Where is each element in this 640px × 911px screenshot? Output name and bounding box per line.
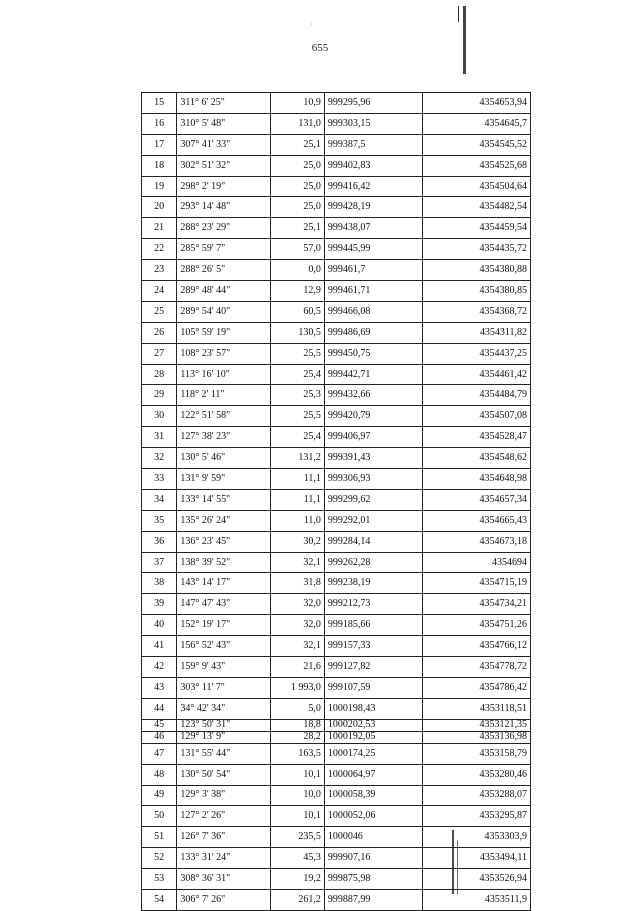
y-coordinate-cell: 4354437,25 (422, 343, 530, 364)
distance-cell: 235,5 (271, 827, 325, 848)
table-row (142, 615, 531, 636)
point-number-cell: 36 (142, 531, 177, 552)
table-row (142, 301, 531, 322)
distance-cell: 21,6 (271, 657, 325, 678)
x-coordinate-cell: 999402,83 (324, 155, 422, 176)
x-coordinate-cell: 999185,66 (324, 615, 422, 636)
table-row (142, 239, 531, 260)
point-number-cell: 50 (142, 806, 177, 827)
y-coordinate-cell: 4353511,9 (422, 889, 530, 910)
bearing-angle-cell: 298° 2' 19" (177, 176, 271, 197)
table-row (142, 743, 531, 764)
y-coordinate-cell: 4354435,72 (422, 239, 530, 260)
table-row (142, 657, 531, 678)
distance-cell: 25,4 (271, 427, 325, 448)
point-number-cell: 42 (142, 657, 177, 678)
x-coordinate-cell: 999292,01 (324, 510, 422, 531)
point-number-cell: 54 (142, 889, 177, 910)
y-coordinate-cell: 4354766,12 (422, 636, 530, 657)
x-coordinate-cell: 1000174,25 (324, 743, 422, 764)
point-number-cell: 18 (142, 155, 177, 176)
distance-cell: 25,0 (271, 155, 325, 176)
distance-cell: 25,1 (271, 134, 325, 155)
y-coordinate-cell: 4354548,62 (422, 448, 530, 469)
table-row (142, 364, 531, 385)
table-row (142, 427, 531, 448)
bearing-angle-cell: 143° 14' 17" (177, 573, 271, 594)
distance-cell: 60,5 (271, 301, 325, 322)
y-coordinate-cell: 4354545,52 (422, 134, 530, 155)
distance-cell: 11,0 (271, 510, 325, 531)
distance-cell: 11,1 (271, 469, 325, 490)
table-row (142, 489, 531, 510)
y-coordinate-cell: 4353303,9 (422, 827, 530, 848)
x-coordinate-cell: 999450,75 (324, 343, 422, 364)
x-coordinate-cell: 1000202,53 (324, 719, 422, 731)
point-number-cell: 37 (142, 552, 177, 573)
distance-cell: 10,1 (271, 764, 325, 785)
point-number-cell: 19 (142, 176, 177, 197)
x-coordinate-cell: 999461,71 (324, 281, 422, 302)
table-row (142, 636, 531, 657)
bearing-angle-cell: 289° 54' 40" (177, 301, 271, 322)
table-row (142, 406, 531, 427)
x-coordinate-cell: 999262,28 (324, 552, 422, 573)
table-row (142, 552, 531, 573)
table-row (142, 869, 531, 890)
bearing-angle-cell: 129° 3' 38" (177, 785, 271, 806)
bearing-angle-cell: 285° 59' 7" (177, 239, 271, 260)
distance-cell: 131,0 (271, 113, 325, 134)
y-coordinate-cell: 4354665,43 (422, 510, 530, 531)
bearing-angle-cell: 129° 13' 9" (177, 731, 271, 743)
y-coordinate-cell: 4354648,98 (422, 469, 530, 490)
bearing-angle-cell: 138° 39' 52" (177, 552, 271, 573)
distance-cell: 25,3 (271, 385, 325, 406)
bearing-angle-cell: 34° 42' 34" (177, 698, 271, 719)
y-coordinate-cell: 4354751,26 (422, 615, 530, 636)
bearing-angle-cell: 131° 9' 59" (177, 469, 271, 490)
x-coordinate-cell: 999445,99 (324, 239, 422, 260)
point-number-cell: 40 (142, 615, 177, 636)
x-coordinate-cell: 999406,97 (324, 427, 422, 448)
x-coordinate-cell: 999486,69 (324, 322, 422, 343)
x-coordinate-cell: 999466,08 (324, 301, 422, 322)
y-coordinate-cell: 4354459,54 (422, 218, 530, 239)
point-number-cell: 49 (142, 785, 177, 806)
distance-cell: 31,8 (271, 573, 325, 594)
table-row (142, 385, 531, 406)
bearing-angle-cell: 135° 26' 24" (177, 510, 271, 531)
point-number-cell: 26 (142, 322, 177, 343)
y-coordinate-cell: 4353280,46 (422, 764, 530, 785)
bearing-angle-cell: 113° 16' 10" (177, 364, 271, 385)
table-row (142, 281, 531, 302)
y-coordinate-cell: 4354504,64 (422, 176, 530, 197)
point-number-cell: 33 (142, 469, 177, 490)
bearing-angle-cell: 108° 23' 57" (177, 343, 271, 364)
y-coordinate-cell: 4354694 (422, 552, 530, 573)
point-number-cell: 20 (142, 197, 177, 218)
y-coordinate-cell: 4354528,47 (422, 427, 530, 448)
point-number-cell: 48 (142, 764, 177, 785)
point-number-cell: 38 (142, 573, 177, 594)
point-number-cell: 43 (142, 677, 177, 698)
y-coordinate-cell: 4354461,42 (422, 364, 530, 385)
distance-cell: 0,0 (271, 260, 325, 281)
x-coordinate-cell: 1000058,39 (324, 785, 422, 806)
table-row (142, 889, 531, 910)
distance-cell: 32,0 (271, 594, 325, 615)
y-coordinate-cell: 4353494,11 (422, 848, 530, 869)
table-body (142, 93, 531, 911)
x-coordinate-cell: 999387,5 (324, 134, 422, 155)
table-row (142, 176, 531, 197)
distance-cell: 11,1 (271, 489, 325, 510)
bearing-angle-cell: 123° 50' 31" (177, 719, 271, 731)
point-number-cell: 29 (142, 385, 177, 406)
distance-cell: 12,9 (271, 281, 325, 302)
point-number-cell: 22 (142, 239, 177, 260)
distance-cell: 25,5 (271, 406, 325, 427)
x-coordinate-cell: 1000064,97 (324, 764, 422, 785)
point-number-cell: 51 (142, 827, 177, 848)
bearing-angle-cell: 127° 2' 26" (177, 806, 271, 827)
x-coordinate-cell: 999303,15 (324, 113, 422, 134)
x-coordinate-cell: 999461,7 (324, 260, 422, 281)
table-row (142, 134, 531, 155)
distance-cell: 19,2 (271, 869, 325, 890)
y-coordinate-cell: 4354645,7 (422, 113, 530, 134)
bearing-angle-cell: 159° 9' 43" (177, 657, 271, 678)
y-coordinate-cell: 4353288,07 (422, 785, 530, 806)
distance-cell: 30,2 (271, 531, 325, 552)
bearing-angle-cell: 118° 2' 11" (177, 385, 271, 406)
point-number-cell: 27 (142, 343, 177, 364)
y-coordinate-cell: 4354778,72 (422, 657, 530, 678)
distance-cell: 32,0 (271, 615, 325, 636)
point-number-cell: 44 (142, 698, 177, 719)
distance-cell: 130,5 (271, 322, 325, 343)
bearing-angle-cell: 303° 11' 7" (177, 677, 271, 698)
x-coordinate-cell: 999442,71 (324, 364, 422, 385)
table-row (142, 827, 531, 848)
distance-cell: 18,8 (271, 719, 325, 731)
point-number-cell: 31 (142, 427, 177, 448)
y-coordinate-cell: 4354368,72 (422, 301, 530, 322)
distance-cell: 28,2 (271, 731, 325, 743)
scan-margin-line (458, 6, 459, 22)
y-coordinate-cell: 4354380,85 (422, 281, 530, 302)
point-number-cell: 30 (142, 406, 177, 427)
distance-cell: 10,9 (271, 93, 325, 114)
bearing-angle-cell: 147° 47' 43" (177, 594, 271, 615)
y-coordinate-cell: 4354380,88 (422, 260, 530, 281)
point-number-cell: 41 (142, 636, 177, 657)
y-coordinate-cell: 4354507,08 (422, 406, 530, 427)
bearing-angle-cell: 302° 51' 32" (177, 155, 271, 176)
bearing-angle-cell: 133° 31' 24" (177, 848, 271, 869)
y-coordinate-cell: 4354786,42 (422, 677, 530, 698)
point-number-cell: 39 (142, 594, 177, 615)
point-number-cell: 24 (142, 281, 177, 302)
table-row (142, 848, 531, 869)
bearing-angle-cell: 130° 5' 46" (177, 448, 271, 469)
distance-cell: 25,4 (271, 364, 325, 385)
point-number-cell: 47 (142, 743, 177, 764)
bearing-angle-cell: 289° 48' 44" (177, 281, 271, 302)
distance-cell: 261,2 (271, 889, 325, 910)
bearing-angle-cell: 136° 23' 45" (177, 531, 271, 552)
x-coordinate-cell: 999420,79 (324, 406, 422, 427)
distance-cell: 25,5 (271, 343, 325, 364)
x-coordinate-cell: 1000192,05 (324, 731, 422, 743)
point-number-cell: 34 (142, 489, 177, 510)
y-coordinate-cell: 4353118,51 (422, 698, 530, 719)
x-coordinate-cell: 999238,19 (324, 573, 422, 594)
y-coordinate-cell: 4353526,94 (422, 869, 530, 890)
distance-cell: 25,0 (271, 176, 325, 197)
bearing-angle-cell: 105° 59' 19" (177, 322, 271, 343)
table-row (142, 731, 531, 743)
table-row (142, 806, 531, 827)
distance-cell: 32,1 (271, 552, 325, 573)
distance-cell: 163,5 (271, 743, 325, 764)
table-row (142, 197, 531, 218)
y-coordinate-cell: 4354734,21 (422, 594, 530, 615)
table-row (142, 573, 531, 594)
bearing-angle-cell: 288° 26' 5" (177, 260, 271, 281)
bearing-angle-cell: 288° 23' 29" (177, 218, 271, 239)
x-coordinate-cell: 999299,62 (324, 489, 422, 510)
bearing-angle-cell: 130° 50' 54" (177, 764, 271, 785)
x-coordinate-cell: 999391,43 (324, 448, 422, 469)
table-row (142, 469, 531, 490)
table-row (142, 93, 531, 114)
bearing-angle-cell: 311° 6' 25" (177, 93, 271, 114)
point-number-cell: 15 (142, 93, 177, 114)
point-number-cell: 23 (142, 260, 177, 281)
point-number-cell: 17 (142, 134, 177, 155)
bearing-angle-cell: 126° 7' 36" (177, 827, 271, 848)
table-row (142, 531, 531, 552)
y-coordinate-cell: 4353295,87 (422, 806, 530, 827)
point-number-cell: 46 (142, 731, 177, 743)
bearing-angle-cell: 152° 19' 17" (177, 615, 271, 636)
x-coordinate-cell: 999157,33 (324, 636, 422, 657)
x-coordinate-cell: 1000052,06 (324, 806, 422, 827)
point-number-cell: 28 (142, 364, 177, 385)
table-row (142, 260, 531, 281)
point-number-cell: 32 (142, 448, 177, 469)
y-coordinate-cell: 4353121,35 (422, 719, 530, 731)
x-coordinate-cell: 999284,14 (324, 531, 422, 552)
table-row (142, 764, 531, 785)
bearing-angle-cell: 156° 52' 43" (177, 636, 271, 657)
scan-margin-line (463, 6, 466, 74)
x-coordinate-cell: 999428,19 (324, 197, 422, 218)
x-coordinate-cell: 999887,99 (324, 889, 422, 910)
table-row (142, 698, 531, 719)
x-coordinate-cell: 999306,93 (324, 469, 422, 490)
x-coordinate-cell: 1000198,43 (324, 698, 422, 719)
distance-cell: 32,1 (271, 636, 325, 657)
table-row (142, 343, 531, 364)
bearing-angle-cell: 307° 41' 33" (177, 134, 271, 155)
distance-cell: 25,1 (271, 218, 325, 239)
table-row (142, 322, 531, 343)
point-number-cell: 21 (142, 218, 177, 239)
distance-cell: 57,0 (271, 239, 325, 260)
point-number-cell: 52 (142, 848, 177, 869)
x-coordinate-cell: 1000046 (324, 827, 422, 848)
point-number-cell: 16 (142, 113, 177, 134)
distance-cell: 1 993,0 (271, 677, 325, 698)
table-row (142, 510, 531, 531)
coordinates-table (141, 92, 531, 911)
page-number: 655 (311, 42, 329, 54)
x-coordinate-cell: 999295,96 (324, 93, 422, 114)
table-row (142, 785, 531, 806)
x-coordinate-cell: 999212,73 (324, 594, 422, 615)
point-number-cell: 35 (142, 510, 177, 531)
distance-cell: 5,0 (271, 698, 325, 719)
y-coordinate-cell: 4354525,68 (422, 155, 530, 176)
y-coordinate-cell: 4354673,18 (422, 531, 530, 552)
distance-cell: 25,0 (271, 197, 325, 218)
bearing-angle-cell: 293° 14' 48" (177, 197, 271, 218)
y-coordinate-cell: 4354715,19 (422, 573, 530, 594)
x-coordinate-cell: 999875,98 (324, 869, 422, 890)
table-row (142, 677, 531, 698)
y-coordinate-cell: 4353136,98 (422, 731, 530, 743)
bearing-angle-cell: 308° 36' 31" (177, 869, 271, 890)
bearing-angle-cell: 310° 5' 48" (177, 113, 271, 134)
y-coordinate-cell: 4354482,54 (422, 197, 530, 218)
distance-cell: 131,2 (271, 448, 325, 469)
bearing-angle-cell: 131° 55' 44" (177, 743, 271, 764)
scan-artifact: · (310, 20, 313, 29)
point-number-cell: 25 (142, 301, 177, 322)
distance-cell: 10,0 (271, 785, 325, 806)
bearing-angle-cell: 127° 38' 23" (177, 427, 271, 448)
point-number-cell: 53 (142, 869, 177, 890)
x-coordinate-cell: 999438,07 (324, 218, 422, 239)
distance-cell: 45,3 (271, 848, 325, 869)
bearing-angle-cell: 122° 51' 58" (177, 406, 271, 427)
y-coordinate-cell: 4354484,79 (422, 385, 530, 406)
scan-margin-line (457, 840, 458, 894)
x-coordinate-cell: 999432,66 (324, 385, 422, 406)
y-coordinate-cell: 4354657,34 (422, 489, 530, 510)
y-coordinate-cell: 4354311,82 (422, 322, 530, 343)
x-coordinate-cell: 999127,82 (324, 657, 422, 678)
table-row (142, 719, 531, 731)
bearing-angle-cell: 133° 14' 55" (177, 489, 271, 510)
bearing-angle-cell: 306° 7' 26" (177, 889, 271, 910)
point-number-cell: 45 (142, 719, 177, 731)
scan-margin-line (452, 830, 454, 894)
x-coordinate-cell: 999107,59 (324, 677, 422, 698)
distance-cell: 10,1 (271, 806, 325, 827)
table-row (142, 155, 531, 176)
table-row (142, 594, 531, 615)
y-coordinate-cell: 4353158,79 (422, 743, 530, 764)
table-row (142, 218, 531, 239)
table-row (142, 448, 531, 469)
x-coordinate-cell: 999416,42 (324, 176, 422, 197)
x-coordinate-cell: 999907,16 (324, 848, 422, 869)
y-coordinate-cell: 4354653,94 (422, 93, 530, 114)
table-row (142, 113, 531, 134)
